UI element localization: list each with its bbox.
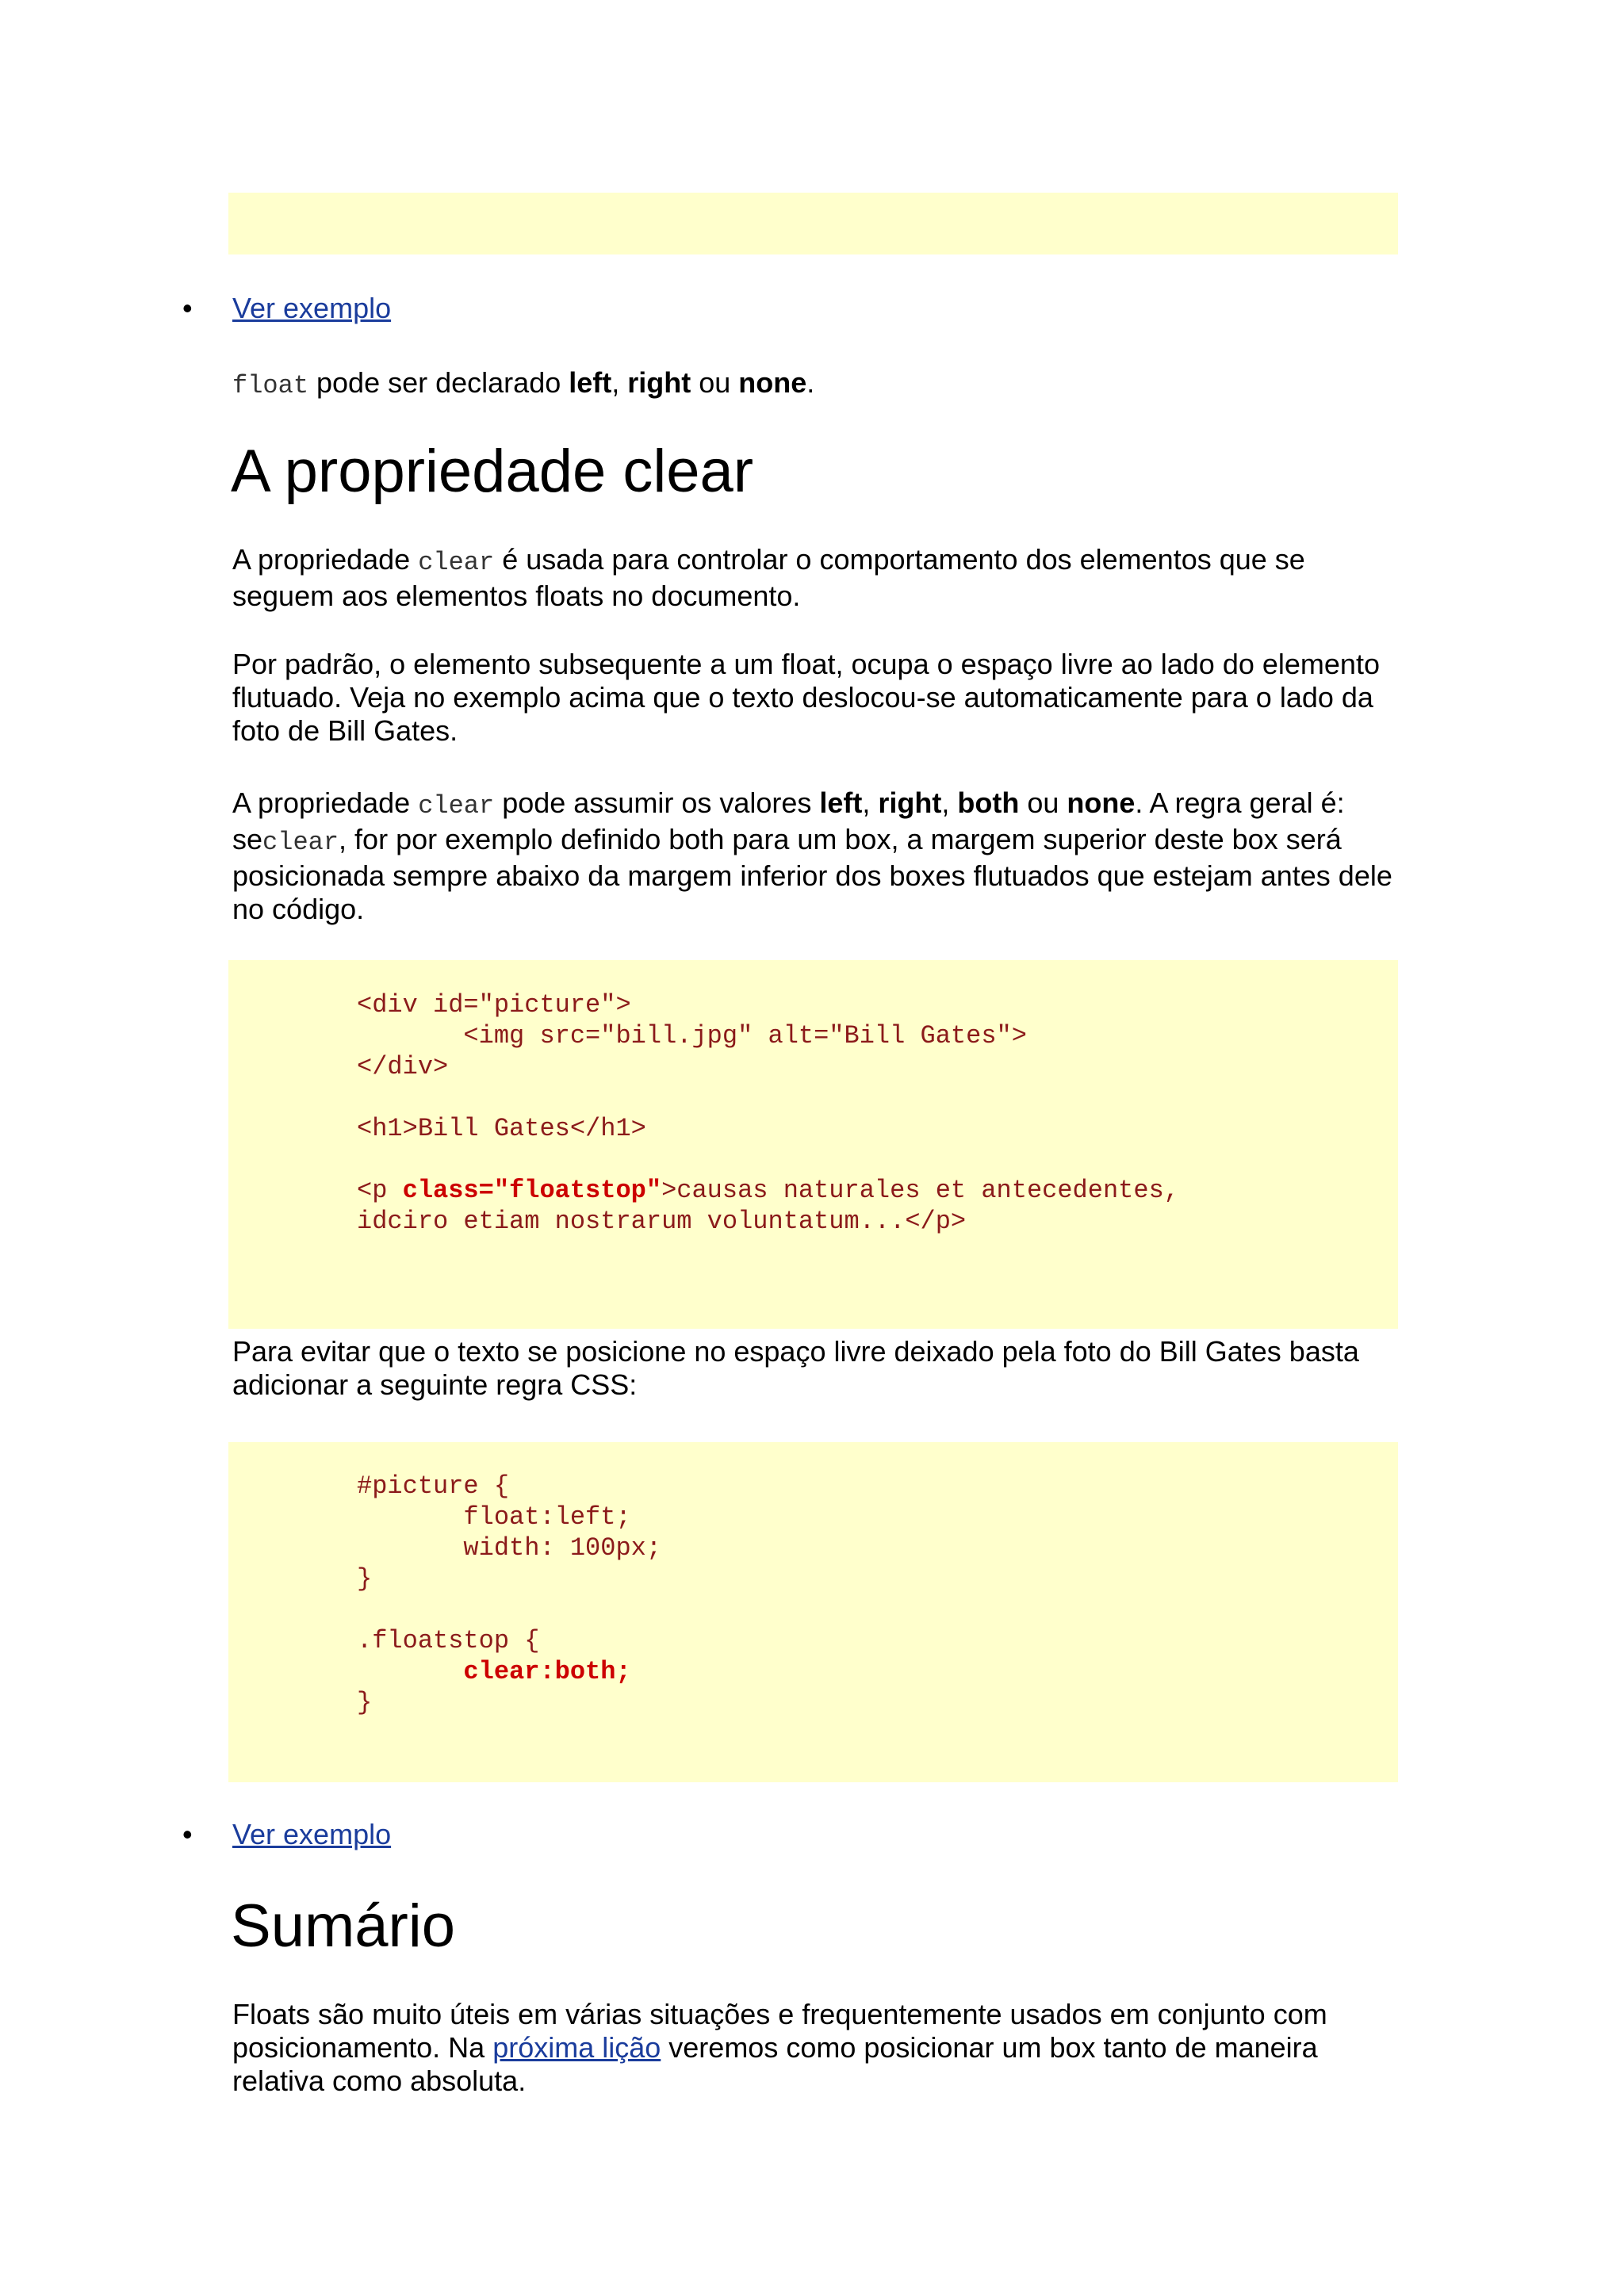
code-line: .floatstop {	[357, 1626, 540, 1655]
paragraph-summary	[232, 1998, 1406, 2098]
float-values-text	[232, 366, 1406, 403]
text: A propriedade	[232, 543, 419, 576]
text: A propriedade	[232, 786, 419, 819]
code-box-html	[228, 960, 1398, 1329]
text: Floats são muito úteis em várias situações e frequentemente usados em conjunto com posicionamento. Na	[232, 1998, 1327, 2064]
code-line: #picture {	[357, 1471, 510, 1501]
code-highlight: clear:both;	[463, 1657, 631, 1686]
code-css	[357, 1471, 661, 1718]
code-highlight: class="floatstop"	[402, 1176, 662, 1205]
keyword-both: both	[957, 786, 1020, 819]
text: ,	[941, 786, 958, 819]
code-indent	[357, 1657, 463, 1686]
text: ,	[611, 366, 628, 399]
code-line: >causas naturales et antecedentes,	[661, 1176, 1179, 1205]
paragraph-default-behavior: Por padrão, o elemento subsequente a um float, ocupa o espaço livre ao lado do elemento flutuado. Veja no exemplo acima que o texto deslocou-se automaticamente para o lado da foto de Bill Gates.	[232, 648, 1380, 747]
code-float: float	[232, 371, 309, 400]
code-line: width: 100px;	[357, 1533, 662, 1563]
text: pode assumir os valores	[494, 786, 820, 819]
code-line: <img src="bill.jpg" alt="Bill Gates">	[357, 1021, 1027, 1050]
keyword-none: none	[738, 366, 807, 399]
code-line: idciro etiam nostrarum voluntatum...</p>	[357, 1207, 967, 1236]
ver-exemplo-link-2[interactable]: Ver exemplo	[232, 1818, 392, 1850]
text: ou	[691, 366, 739, 399]
text: veremos como posicionar um box tanto de maneira relativa como absoluta.	[232, 2031, 1318, 2097]
bullet-icon: •	[182, 292, 193, 324]
heading-sumario: Sumário	[231, 1892, 455, 1960]
code-line: <div id="picture">	[357, 990, 631, 1020]
code-line: <p	[357, 1176, 403, 1205]
ver-exemplo-link-1[interactable]: Ver exemplo	[232, 292, 392, 324]
text: pode ser declarado	[308, 366, 569, 399]
code-html	[357, 989, 1179, 1237]
keyword-left: left	[569, 366, 612, 399]
code-line: }	[357, 1688, 373, 1717]
text: ou	[1019, 786, 1067, 819]
text: . A regra geral é: se	[232, 786, 1345, 855]
text: é usada para controlar o comportamento dos elementos que se seguem aos elementos floats no documento.	[232, 543, 1305, 612]
paragraph-clear-intro	[232, 543, 1406, 613]
code-clear: clear	[418, 791, 495, 821]
code-box-css	[228, 1442, 1398, 1782]
text: .	[806, 366, 815, 399]
text: , for por exemplo definido both para um box, a margem superior deste box será posicionada sempre abaixo da margem inferior dos boxes flutuados que estejam antes dele no código.	[232, 823, 1392, 925]
text: ,	[862, 786, 879, 819]
paragraph-css-rule-intro: Para evitar que o texto se posicione no espaço livre deixado pela foto do Bill Gates basta adicionar a seguinte regra CSS:	[232, 1335, 1359, 1401]
proxima-licao-link[interactable]: próxima lição	[492, 2031, 661, 2064]
heading-clear: A propriedade clear	[231, 438, 754, 505]
keyword-right: right	[627, 366, 691, 399]
keyword-left: left	[819, 786, 863, 819]
code-line: float:left;	[357, 1502, 631, 1532]
code-clear: clear	[262, 828, 339, 857]
code-line: <h1>Bill Gates</h1>	[357, 1114, 646, 1143]
code-line: </div>	[357, 1052, 449, 1081]
code-line: }	[357, 1564, 373, 1594]
keyword-right: right	[878, 786, 942, 819]
paragraph-clear-values	[232, 786, 1406, 926]
keyword-none: none	[1067, 786, 1136, 819]
code-box-top	[228, 193, 1398, 254]
code-clear: clear	[418, 548, 495, 577]
bullet-icon: •	[182, 1818, 193, 1850]
